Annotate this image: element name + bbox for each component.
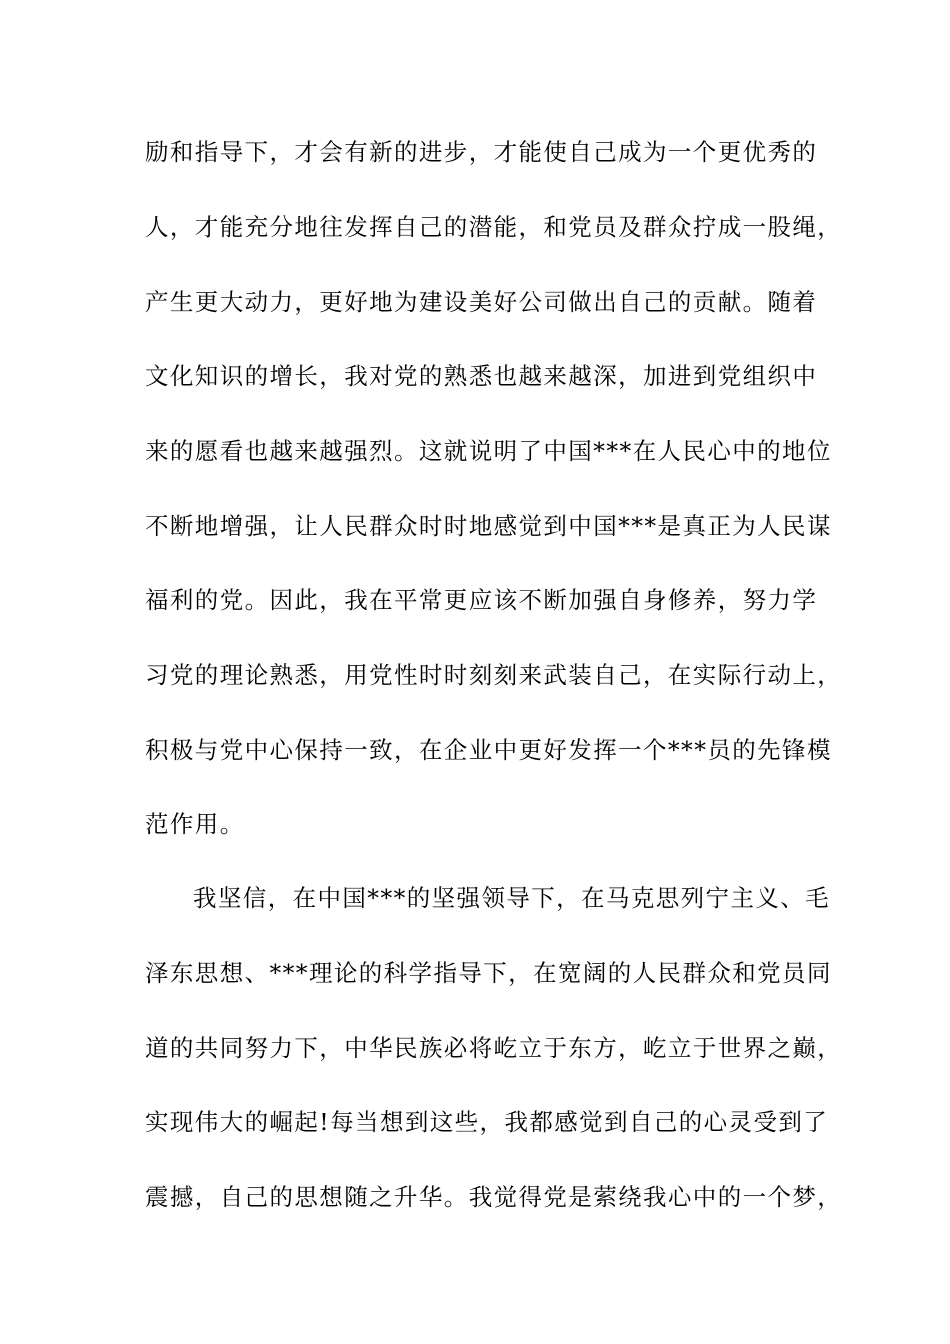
text-line-7: 福利的党。因此，我在平常更应该不断加强自身修养，努力学 bbox=[145, 586, 818, 614]
text-line-6: 不断地增强，让人民群众时时地感觉到中国***是真正为人民谋 bbox=[145, 512, 832, 540]
text-line-8: 习党的理论熟悉，用党性时时刻刻来武装自己，在实际行动上， bbox=[145, 661, 843, 689]
text-line-13: 道的共同努力下，中华民族必将屹立于东方，屹立于世界之巅， bbox=[145, 1034, 843, 1062]
text-line-11: 我坚信，在中国***的坚强领导下，在马克思列宁主义、毛 bbox=[193, 884, 831, 912]
text-line-2: 人，才能充分地往发挥自己的潜能，和党员及群众拧成一股绳， bbox=[145, 213, 843, 241]
text-line-10: 范作用。 bbox=[145, 810, 245, 838]
text-line-15: 震撼，自己的思想随之升华。我觉得党是萦绕我心中的一个梦， bbox=[145, 1183, 843, 1211]
text-line-1: 励和指导下，才会有新的进步，才能使自己成为一个更优秀的 bbox=[145, 138, 818, 166]
text-line-12: 泽东思想、***理论的科学指导下，在宽阔的人民群众和党员同 bbox=[145, 959, 832, 987]
text-line-4: 文化知识的增长，我对党的熟悉也越来越深，加进到党组织中 bbox=[145, 362, 818, 390]
text-line-9: 积极与党中心保持一致，在企业中更好发挥一个***员的先锋模 bbox=[145, 736, 832, 764]
text-line-14: 实现伟大的崛起!每当想到这些，我都感觉到自己的心灵受到了 bbox=[145, 1108, 829, 1136]
text-line-5: 来的愿看也越来越强烈。这就说明了中国***在人民心中的地位 bbox=[145, 437, 832, 465]
text-line-3: 产生更大动力，更好地为建设美好公司做出自己的贡献。随着 bbox=[145, 288, 818, 316]
